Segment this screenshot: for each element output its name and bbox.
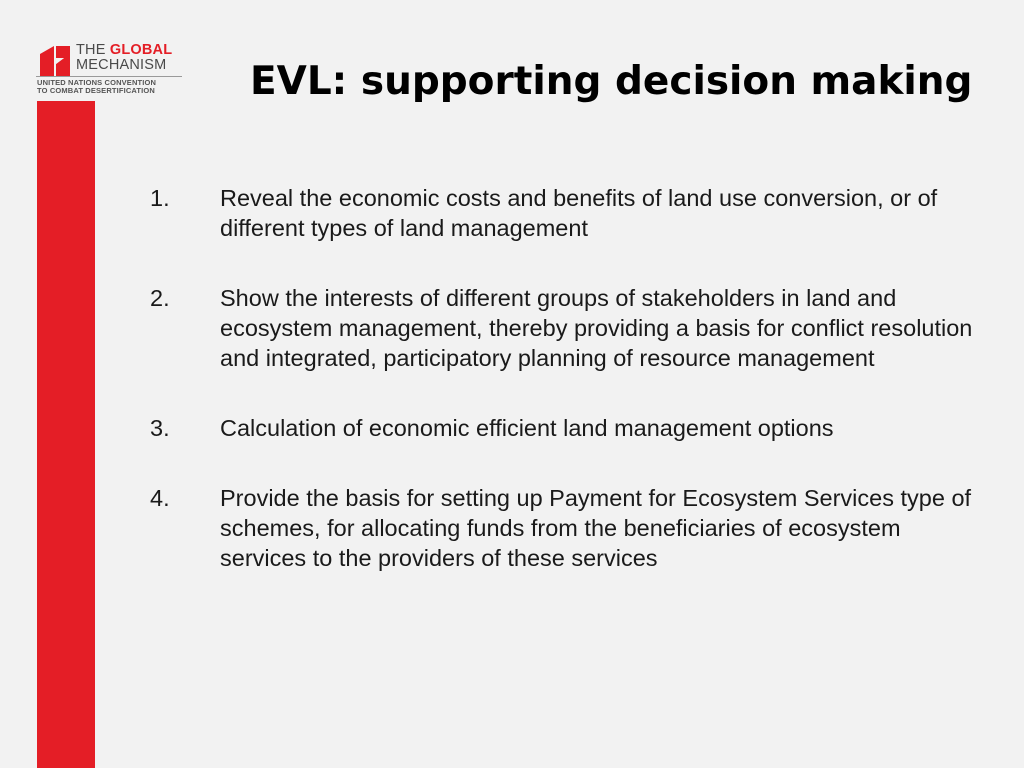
list-item xyxy=(150,413,980,443)
red-side-bar xyxy=(37,101,95,768)
logo-word-the: THE xyxy=(76,42,106,58)
list-item-text: Show the interests of different groups of stakeholders in land and ecosystem management, thereby providing a basis for conflict resolution and integrated, participatory planning of resource management xyxy=(220,285,973,371)
list-item-number: 4. xyxy=(150,485,170,511)
logo-word-global: GLOBAL xyxy=(109,42,173,58)
logo-wordmark xyxy=(76,43,172,73)
logo-word-mechanism: MECHANISM xyxy=(76,57,167,73)
logo-mark-icon xyxy=(40,44,72,76)
list-item-number: 2. xyxy=(150,285,170,311)
list-item xyxy=(150,183,980,243)
list-item-text: Reveal the economic costs and benefits of land use conversion, or of different types of land management xyxy=(220,185,938,241)
list-item-number: 1. xyxy=(150,185,170,211)
logo-subtitle-line2: TO COMBAT DESERTIFICATION xyxy=(37,86,155,95)
list-item-text: Provide the basis for setting up Payment for Ecosystem Services type of schemes, for allocating funds from the beneficiaries of ecosystem services to the providers of these services xyxy=(220,485,972,571)
logo-subtitle-line1: UNITED NATIONS CONVENTION xyxy=(37,78,157,87)
list-item xyxy=(150,283,980,373)
list-item-number: 3. xyxy=(150,415,170,441)
logo-subtitle xyxy=(37,79,156,95)
list-item xyxy=(150,483,980,573)
list-item-text: Calculation of economic efficient land management options xyxy=(220,415,834,441)
slide-title: EVL: supporting decision making xyxy=(250,59,973,104)
global-mechanism-logo xyxy=(36,40,186,102)
numbered-list xyxy=(150,183,980,613)
logo-divider xyxy=(36,76,182,77)
